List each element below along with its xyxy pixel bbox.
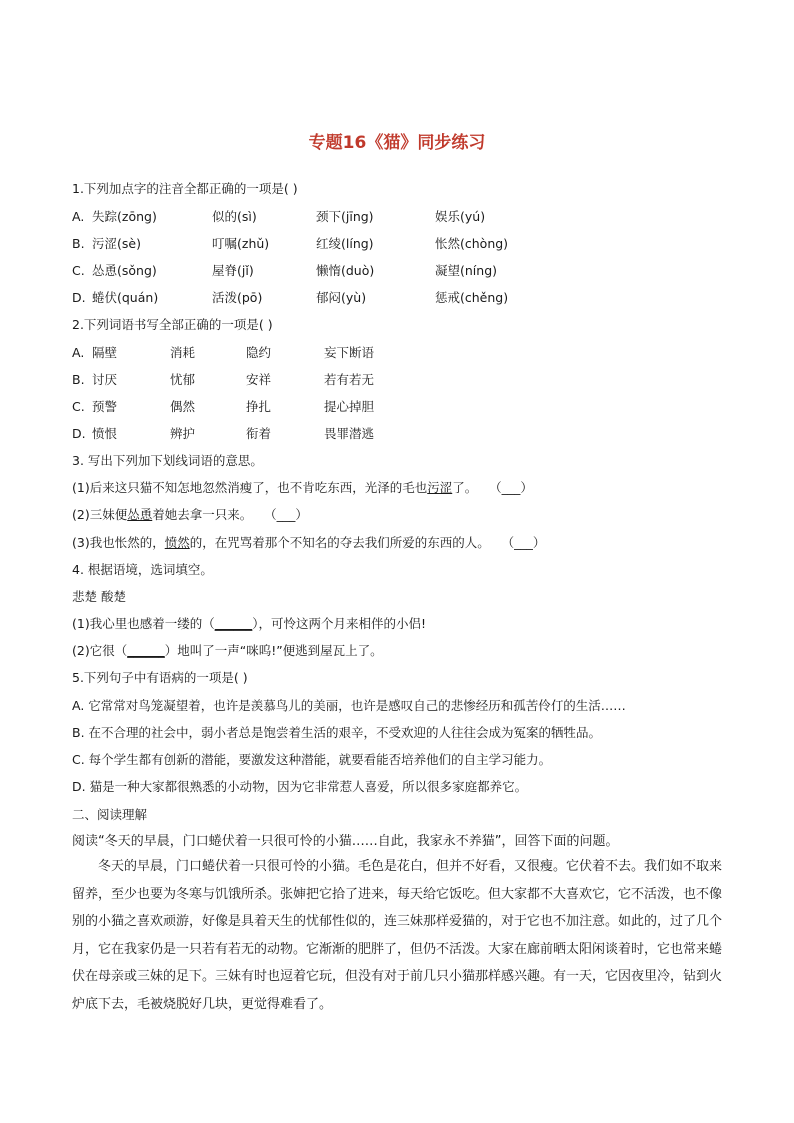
sentence-text: 的，在咒骂着那个不知名的夺去我们所爱的东西的人。 <box>189 535 490 550</box>
reading-passage: 冬天的早晨，门口蜷伏着一只很可怜的小猫。毛色是花白，但并不好看，又很瘦。它伏着不去。我们如不取来留养，至少也要为冬寒与饥饿所杀。张婶把它拾了进来，每天给它饭吃。但大家都不大喜欢它，它不活泼，也不像别的小猫之喜欢顽游，好像是具着天生的忧郁性似的，连三妹那样爱猫的，对于它也不加注意。如此的，过了几个月，它在我家仍是一只若有若无的动物。它渐渐的肥胖了，但仍不活泼。大家在廊前晒太阳闲谈着时，它也常来蜷伏在母亲或三妹的足下。三妹有时也逗着它玩，但没有对于前几只小猫那样感兴趣。有一天，它因夜里冷，钻到火炉底下去，毛被烧脱好几块，更觉得难看了。 <box>72 859 723 1012</box>
option-item: 叮嘱(zhǔ) <box>212 236 270 251</box>
option-label: A. <box>72 209 85 224</box>
option-item: 讨厌 <box>92 372 118 387</box>
option-item: 预警 <box>92 399 118 414</box>
sentence-text: (2)它很（ <box>72 643 128 658</box>
option-label: D. <box>72 290 86 305</box>
underlined-word: 怂恿 <box>127 507 153 522</box>
question-4-sentence-1 <box>72 615 426 633</box>
question-3-sentence-1 <box>72 479 533 497</box>
question-1-stem: 1.下列加点字的注音全都正确的一项是( ) <box>72 181 298 196</box>
option-item: 怂恿(sǒng) <box>92 263 157 278</box>
option-item: 消耗 <box>170 345 196 360</box>
question-4-stem: 4. 根据语境，选词填空。 <box>72 562 213 577</box>
option-label: C. <box>72 399 85 414</box>
option-item: 辨护 <box>170 426 196 441</box>
option-item: 污涩(sè) <box>92 236 141 251</box>
option-item: 若有若无 <box>324 372 375 387</box>
option-item: 愤恨 <box>92 426 118 441</box>
option-item: 蜷伏(quán) <box>92 290 159 305</box>
answer-blank: ______ <box>214 616 253 631</box>
option-item: 安祥 <box>246 372 272 387</box>
sentence-text: ），可怜这两个月来相伴的小侣! <box>252 616 426 631</box>
option-item: 颈下(jīng) <box>316 209 374 224</box>
option-label: C. <box>72 263 85 278</box>
option-item: 屋脊(jǐ) <box>212 263 254 278</box>
question-5-option-c: C. 每个学生都有创新的潜能，要激发这种潜能，就要看能否培养他们的自主学习能力。 <box>72 752 552 767</box>
option-label: D. <box>72 426 86 441</box>
sentence-text: 了。 <box>452 480 478 495</box>
page-title: 专题16《猫》同步练习 <box>308 133 486 153</box>
option-item: 红绫(líng) <box>316 236 374 251</box>
sentence-text: (1)后来这只猫不知怎地忽然消瘦了，也不肯吃东西，光泽的毛也 <box>72 480 428 495</box>
option-label: B. <box>72 236 85 251</box>
option-item: 忧郁 <box>170 372 196 387</box>
sentence-text: (1)我心里也感着一缕的（ <box>72 616 215 631</box>
option-item: 凝望(níng) <box>435 263 498 278</box>
question-5-option-a: A. 它常常对鸟笼凝望着，也许是羡慕鸟儿的美丽，也许是感叹自己的悲惨经历和孤苦伶仃的生活…… <box>72 698 626 713</box>
reading-intro: 阅读“冬天的早晨，门口蜷伏着一只很可怜的小猫……自此，我家永不养猫”，回答下面的问题。 <box>72 834 619 849</box>
option-item: 衔着 <box>246 426 272 441</box>
sentence-text: 着她去拿一只来。 <box>152 507 253 522</box>
answer-blank: （___） <box>264 507 308 522</box>
option-item: 隐约 <box>246 345 272 360</box>
sentence-text: ）地叫了一声“咪呜!”便逃到屋瓦上了。 <box>164 643 383 658</box>
underlined-word: 污涩 <box>427 480 453 495</box>
question-3-sentence-3 <box>72 534 545 552</box>
option-item: 郁闷(yù) <box>316 290 367 305</box>
answer-blank: ______ <box>127 643 165 658</box>
option-item: 怅然(chòng) <box>435 236 509 251</box>
question-4-sentence-2 <box>72 642 383 660</box>
sentence-text: (3)我也怅然的， <box>72 535 165 550</box>
question-5-stem: 5.下列句子中有语病的一项是( ) <box>72 670 248 685</box>
option-item: 活泼(pō) <box>212 290 263 305</box>
question-3-sentence-2 <box>72 506 308 524</box>
answer-blank: （___） <box>489 480 533 495</box>
answer-blank: （___） <box>501 535 546 550</box>
question-3-stem: 3. 写出下列加下划线词语的意思。 <box>72 453 263 468</box>
option-item: 似的(sì) <box>212 209 257 224</box>
option-item: 畏罪潜逃 <box>324 426 375 441</box>
question-5-option-b: B. 在不合理的社会中，弱小者总是饱尝着生活的艰辛，不受欢迎的人往往会成为冤案的牺牲品。 <box>72 725 602 740</box>
question-2-stem: 2.下列词语书写全部正确的一项是( ) <box>72 317 273 332</box>
option-label: A. <box>72 345 85 360</box>
question-5-option-d: D. 猫是一种大家都很熟悉的小动物，因为它非常惹人喜爱，所以很多家庭都养它。 <box>72 779 528 794</box>
option-item: 娱乐(yú) <box>435 209 486 224</box>
option-item: 失踪(zōng) <box>92 209 157 224</box>
option-item: 隔壁 <box>92 345 118 360</box>
word-choices: 悲楚 酸楚 <box>72 589 126 604</box>
option-item: 懒惰(duò) <box>316 263 375 278</box>
option-item: 挣扎 <box>246 399 272 414</box>
section-heading: 二、阅读理解 <box>72 807 148 822</box>
option-item: 偶然 <box>170 399 196 414</box>
option-item: 提心掉胆 <box>324 399 375 414</box>
sentence-text: (2)三妹便 <box>72 507 128 522</box>
option-item: 妄下断语 <box>324 345 375 360</box>
underlined-word: 愤然 <box>164 535 190 550</box>
option-label: B. <box>72 372 85 387</box>
option-item: 惩戒(chěng) <box>435 290 509 305</box>
